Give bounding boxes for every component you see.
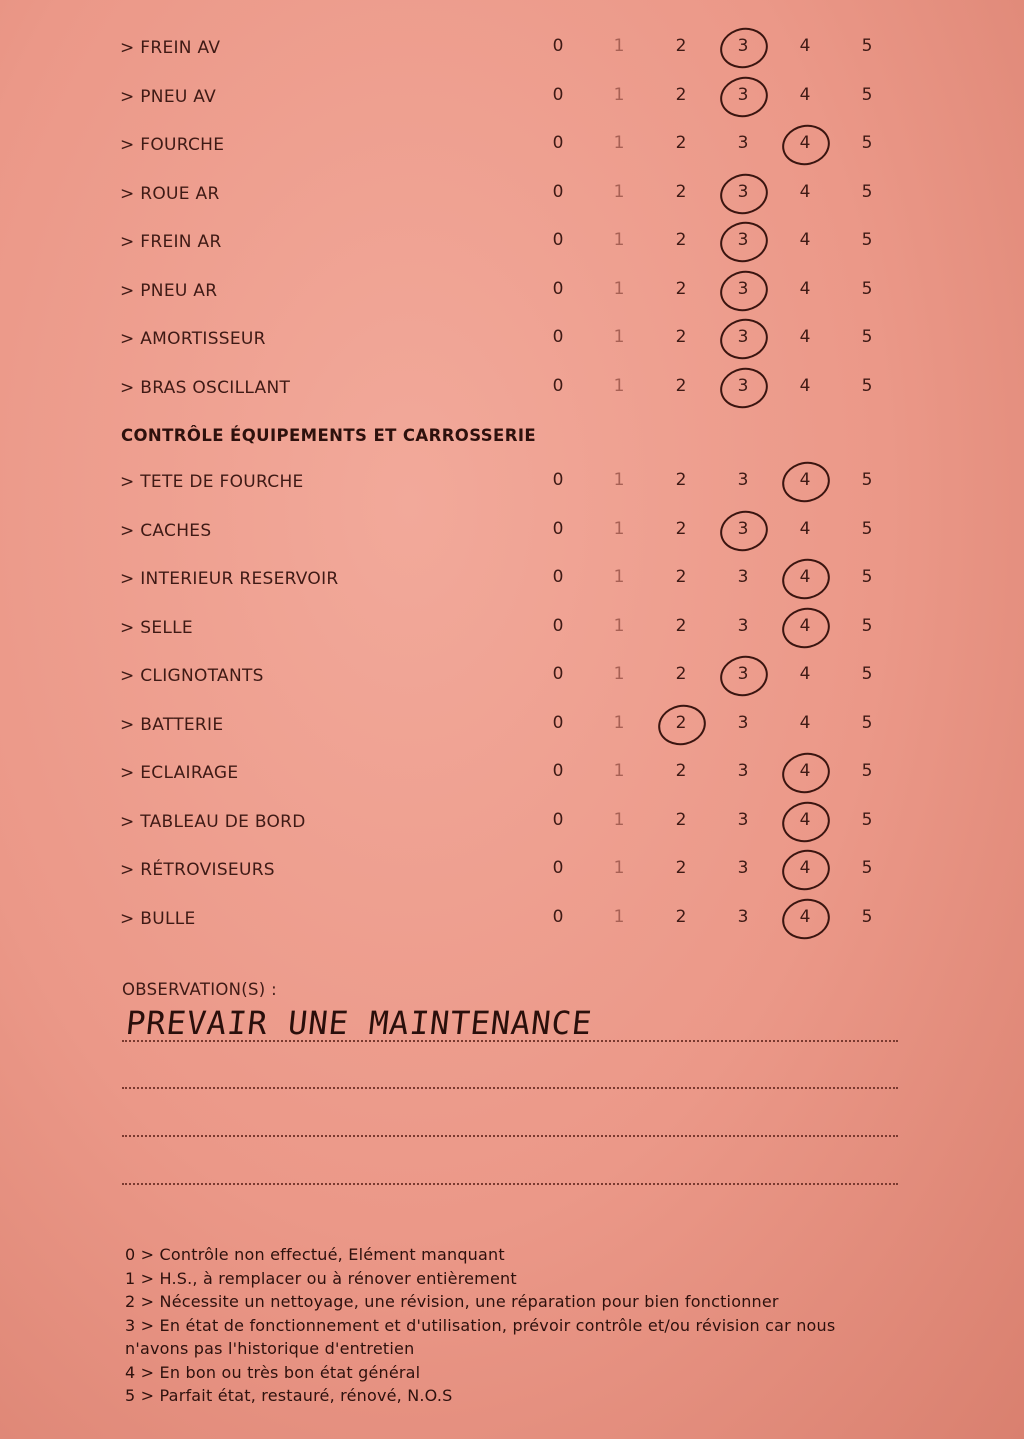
rating-option-0: 0	[552, 712, 564, 733]
rating-circled-3: 3	[728, 182, 758, 202]
rating-circled-4: 4	[790, 810, 820, 830]
rating-option-0: 0	[552, 906, 564, 927]
rating-option-2: 2	[675, 327, 687, 347]
rating-option-1: 1	[613, 567, 625, 587]
inspection-item-label: > ROUE AR	[120, 183, 220, 204]
rating-option-1: 1	[613, 664, 625, 684]
rating-option-1: 1	[613, 470, 625, 490]
rating-option-1: 1	[613, 761, 625, 781]
rating-option-0: 0	[552, 230, 564, 250]
rating-option-1: 1	[613, 230, 625, 250]
rating-option-3: 3	[737, 615, 749, 636]
inspection-item-label: > FREIN AR	[120, 232, 222, 252]
observation-line-2	[122, 1087, 898, 1089]
inspection-row	[0, 511, 1024, 560]
rating-option-2: 2	[675, 906, 687, 927]
inspection-row	[0, 368, 1024, 417]
rating-circled-4: 4	[790, 907, 820, 927]
rating-option-5: 5	[861, 615, 873, 636]
legend-line: n'avons pas l'historique d'entretien	[125, 1339, 415, 1358]
inspection-row	[0, 656, 1024, 705]
rating-legend	[125, 1243, 915, 1408]
rating-option-5: 5	[861, 567, 873, 587]
rating-option-2: 2	[675, 470, 687, 490]
inspection-item-label: > INTERIEUR RESERVOIR	[120, 569, 339, 589]
rating-option-5: 5	[861, 470, 873, 490]
rating-option-5: 5	[861, 230, 873, 250]
rating-option-0: 0	[552, 36, 564, 56]
rating-option-0: 0	[552, 761, 564, 781]
rating-option-4: 4	[799, 36, 811, 56]
inspection-item-label: > TETE DE FOURCHE	[120, 472, 304, 492]
rating-option-2: 2	[675, 809, 687, 830]
rating-option-3: 3	[737, 712, 749, 733]
rating-option-1: 1	[613, 327, 625, 347]
inspection-item-label: > AMORTISSEUR	[120, 329, 266, 349]
rating-option-3: 3	[737, 761, 749, 781]
rating-option-3: 3	[737, 906, 749, 927]
rating-option-1: 1	[613, 36, 625, 56]
inspection-row	[0, 319, 1024, 368]
rating-option-0: 0	[552, 518, 564, 539]
rating-option-0: 0	[552, 567, 564, 587]
rating-circled-3: 3	[728, 327, 758, 347]
rating-option-1: 1	[613, 84, 625, 105]
rating-option-3: 3	[737, 470, 749, 490]
rating-option-0: 0	[552, 133, 564, 153]
rating-circled-3: 3	[728, 85, 758, 105]
rating-option-4: 4	[799, 327, 811, 347]
inspection-row	[0, 559, 1024, 608]
rating-option-2: 2	[675, 615, 687, 636]
rating-option-0: 0	[552, 278, 564, 299]
rating-circled-4: 4	[790, 567, 820, 587]
rating-option-1: 1	[613, 712, 625, 733]
inspection-row	[0, 850, 1024, 899]
rating-option-1: 1	[613, 858, 625, 878]
inspection-row	[0, 608, 1024, 657]
rating-circled-3: 3	[728, 519, 758, 539]
inspection-row	[0, 462, 1024, 511]
rating-circled-4: 4	[790, 761, 820, 781]
rating-option-3: 3	[737, 809, 749, 830]
legend-line: 3 > En état de fonctionnement et d'utilisation, prévoir contrôle et/ou révision car nous	[125, 1315, 836, 1335]
rating-option-2: 2	[675, 858, 687, 878]
rating-circled-3: 3	[728, 36, 758, 56]
inspection-row	[0, 77, 1024, 126]
rating-option-2: 2	[675, 567, 687, 587]
legend-line: 0 > Contrôle non effectué, Elément manquant	[125, 1245, 505, 1264]
rating-option-3: 3	[737, 858, 749, 878]
rating-option-0: 0	[552, 858, 564, 878]
rating-option-2: 2	[675, 518, 687, 539]
rating-circled-4: 4	[790, 470, 820, 490]
rating-option-5: 5	[861, 181, 873, 202]
rating-option-2: 2	[675, 278, 687, 299]
section-title-equipment: CONTRÔLE ÉQUIPEMENTS ET CARROSSERIE	[121, 426, 537, 445]
rating-option-3: 3	[737, 567, 749, 587]
observation-line-4	[122, 1183, 898, 1185]
legend-line: 1 > H.S., à remplacer ou à rénover entièrement	[125, 1268, 517, 1288]
observations-handwritten-note: PREVAIR UNE MAINTENANCE	[124, 1004, 595, 1042]
rating-option-5: 5	[861, 664, 873, 684]
rating-option-0: 0	[552, 181, 564, 202]
inspection-item-label: > SELLE	[120, 617, 193, 638]
rating-circled-4: 4	[790, 133, 820, 153]
rating-option-4: 4	[799, 664, 811, 684]
inspection-item-label: > CACHES	[120, 520, 212, 541]
inspection-item-label: > PNEU AR	[120, 280, 218, 301]
inspection-item-label: > BRAS OSCILLANT	[120, 377, 291, 398]
rating-option-4: 4	[799, 84, 811, 105]
rating-circled-2: 2	[666, 713, 696, 733]
rating-option-5: 5	[861, 84, 873, 105]
legend-line: 2 > Nécessite un nettoyage, une révision, une réparation pour bien fonctionner	[125, 1292, 779, 1311]
rating-option-2: 2	[675, 664, 687, 684]
observation-line-1	[122, 1040, 898, 1042]
inspection-row	[0, 174, 1024, 223]
inspection-row	[0, 271, 1024, 320]
inspection-row	[0, 899, 1024, 948]
inspection-item-label: > BULLE	[120, 908, 196, 929]
rating-circled-4: 4	[790, 616, 820, 636]
rating-option-4: 4	[799, 278, 811, 299]
rating-option-2: 2	[675, 761, 687, 781]
inspection-item-label: > PNEU AV	[120, 86, 217, 107]
rating-circled-4: 4	[790, 858, 820, 878]
inspection-row	[0, 705, 1024, 754]
inspection-row	[0, 753, 1024, 802]
inspection-row	[0, 125, 1024, 174]
inspection-item-label: > TABLEAU DE BORD	[120, 811, 306, 832]
rating-option-0: 0	[552, 375, 564, 396]
observation-line-3	[122, 1135, 898, 1137]
inspection-item-label: > BATTERIE	[120, 714, 224, 735]
rating-option-1: 1	[613, 809, 625, 830]
rating-option-2: 2	[675, 133, 687, 153]
rating-option-2: 2	[675, 36, 687, 56]
rating-option-2: 2	[675, 230, 687, 250]
inspection-item-label: > FOURCHE	[120, 135, 225, 155]
inspection-group-equipment	[0, 462, 1024, 947]
rating-option-5: 5	[861, 36, 873, 56]
rating-circled-3: 3	[728, 279, 758, 299]
rating-option-0: 0	[552, 664, 564, 684]
rating-option-3: 3	[737, 133, 749, 153]
rating-option-0: 0	[552, 470, 564, 490]
rating-option-4: 4	[799, 712, 811, 733]
rating-option-1: 1	[613, 375, 625, 396]
rating-option-5: 5	[861, 712, 873, 733]
inspection-row	[0, 802, 1024, 851]
rating-option-1: 1	[613, 278, 625, 299]
rating-option-5: 5	[861, 761, 873, 781]
rating-option-5: 5	[861, 375, 873, 396]
rating-option-5: 5	[861, 518, 873, 539]
rating-option-4: 4	[799, 181, 811, 202]
observations-title: OBSERVATION(S) :	[122, 980, 277, 999]
inspection-row	[0, 222, 1024, 271]
rating-option-0: 0	[552, 615, 564, 636]
inspection-item-label: > ECLAIRAGE	[120, 763, 239, 783]
rating-option-5: 5	[861, 906, 873, 927]
rating-circled-3: 3	[728, 376, 758, 396]
rating-option-5: 5	[861, 278, 873, 299]
rating-option-0: 0	[552, 809, 564, 830]
rating-option-1: 1	[613, 181, 625, 202]
rating-option-5: 5	[861, 809, 873, 830]
rating-option-0: 0	[552, 327, 564, 347]
inspection-row	[0, 28, 1024, 77]
rating-option-2: 2	[675, 181, 687, 202]
rating-option-1: 1	[613, 615, 625, 636]
inspection-item-label: > CLIGNOTANTS	[120, 666, 264, 686]
rating-option-4: 4	[799, 518, 811, 539]
rating-option-1: 1	[613, 906, 625, 927]
inspection-item-label: > RÉTROVISEURS	[120, 860, 275, 880]
rating-circled-3: 3	[728, 664, 758, 684]
rating-option-1: 1	[613, 518, 625, 539]
rating-option-5: 5	[861, 327, 873, 347]
rating-option-5: 5	[861, 133, 873, 153]
rating-option-4: 4	[799, 375, 811, 396]
legend-line: 5 > Parfait état, restauré, rénové, N.O.S	[125, 1386, 453, 1405]
rating-option-1: 1	[613, 133, 625, 153]
rating-option-2: 2	[675, 84, 687, 105]
rating-option-0: 0	[552, 84, 564, 105]
inspection-item-label: > FREIN AV	[120, 38, 221, 58]
rating-option-5: 5	[861, 858, 873, 878]
legend-line: 4 > En bon ou très bon état général	[125, 1362, 421, 1382]
rating-option-2: 2	[675, 375, 687, 396]
inspection-group-mechanical	[0, 28, 1024, 416]
rating-circled-3: 3	[728, 230, 758, 250]
rating-option-4: 4	[799, 230, 811, 250]
